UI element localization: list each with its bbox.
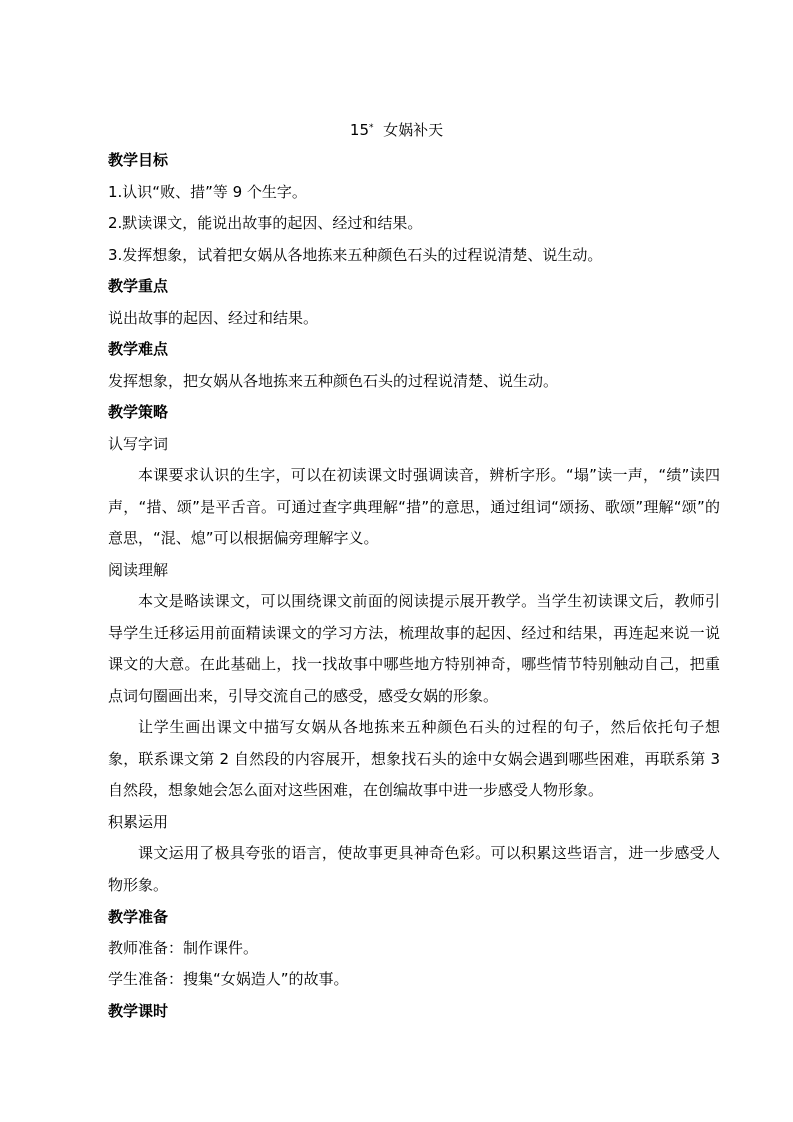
key-points-text: 说出故事的起因、经过和结果。 — [108, 309, 319, 327]
difficulties-text: 发挥想象，把女娲从各地拣来五种颜色石头的过程说清楚、说生动。 — [108, 372, 559, 390]
words-paragraph: 本课要求认识的生字，可以在初读课文时强调读音，辨析字形。“塌”读一声，“绩”读四声，“措、颂”是平舌音。可通过查字典理解“措”的意思，通过组词“颂扬、歌颂”理解“颂”的意思，“混、熄”可以根据偏旁理解字义。 — [108, 466, 720, 547]
reading-subheading: 阅读理解 — [108, 561, 169, 579]
periods-heading: 教学课时 — [108, 1002, 169, 1020]
goal-item-1: 1.认识“败、措”等 9 个生字。 — [108, 183, 307, 201]
words-subheading: 认写字词 — [108, 435, 169, 453]
lesson-title: 女娲补天 — [383, 121, 444, 139]
goal-item-2: 2.默读课文，能说出故事的起因、经过和结果。 — [108, 214, 423, 232]
key-points-heading: 教学重点 — [108, 277, 169, 295]
page-title — [0, 120, 793, 140]
reading-paragraph-1: 本文是略读课文，可以围绕课文前面的阅读提示展开教学。当学生初读课文后，教师引导学生迁移运用前面精读课文的学习方法，梳理故事的起因、经过和结果，再连起来说一说课文的大意。在此基础上，找一找故事中哪些地方特别神奇，哪些情节特别触动自己，把重点词句圈画出来，引导交流自己的感受，感受女娲的形象。 — [108, 592, 720, 705]
strategy-heading: 教学策略 — [108, 403, 169, 421]
goals-heading: 教学目标 — [108, 151, 169, 169]
student-preparation: 学生准备：搜集“女娲造人”的故事。 — [108, 970, 349, 988]
goal-item-3: 3.发挥想象，试着把女娲从各地拣来五种颜色石头的过程说清楚、说生动。 — [108, 246, 603, 264]
lesson-mark: * — [369, 123, 374, 133]
accumulation-paragraph: 课文运用了极具夸张的语言，使故事更具神奇色彩。可以积累这些语言，进一步感受人物形象。 — [108, 844, 720, 894]
lesson-number: 15 — [349, 121, 370, 139]
teacher-preparation: 教师准备：制作课件。 — [108, 939, 259, 957]
preparation-heading: 教学准备 — [108, 908, 169, 926]
accumulation-subheading: 积累运用 — [108, 813, 169, 831]
difficulties-heading: 教学难点 — [108, 340, 169, 358]
reading-paragraph-2: 让学生画出课文中描写女娲从各地拣来五种颜色石头的过程的句子，然后依托句子想象，联系课文第 2 自然段的内容展开，想象找石头的途中女娲会遇到哪些困难，再联系第 3 自然段，想象她会怎么面对这些困难，在创编故事中进一步感受人物形象。 — [108, 718, 720, 799]
